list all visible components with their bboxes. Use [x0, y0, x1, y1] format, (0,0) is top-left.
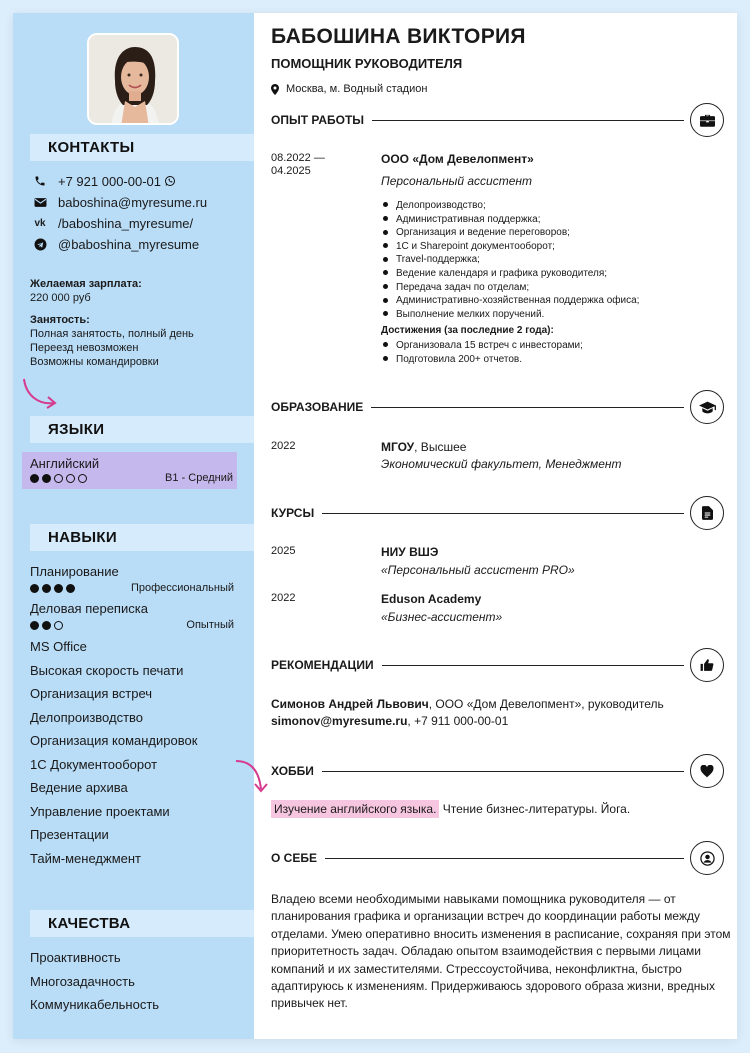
telegram-row[interactable] [32, 236, 199, 252]
telegram-icon [32, 236, 48, 252]
employment-line: Полная занятость, полный день [30, 328, 194, 340]
employment-line: Возможны командировки [30, 356, 159, 368]
salary-block [30, 277, 142, 305]
skill-name: Деловая переписка [30, 601, 148, 616]
email-row[interactable] [32, 194, 207, 210]
qualities-heading: КАЧЕСТВА [30, 910, 254, 937]
school-name: МГОУ [381, 440, 415, 454]
telegram-text: @baboshina_myresume [58, 236, 200, 252]
phone-text: +7 921 000-00-01 [58, 173, 162, 189]
duty-item: Административно-хозяйственная поддержка офиса; [381, 294, 639, 308]
section-title: ОПЫТ РАБОТЫ [271, 113, 365, 127]
resume-page [13, 13, 737, 1039]
language-item [22, 452, 237, 489]
language-dots [30, 474, 87, 483]
hobby-section-header [271, 753, 724, 789]
main-content [254, 13, 737, 1039]
course-org: НИУ ВШЭ [381, 545, 439, 559]
salary-label: Желаемая зарплата: [30, 278, 142, 290]
hobby-text [271, 801, 721, 818]
skill-item: Организация командировок [30, 733, 198, 748]
section-title: ХОББИ [271, 764, 314, 778]
location-text: Москва, м. Водный стадион [286, 83, 428, 95]
salary-value: 220 000 руб [30, 292, 91, 304]
duty-item: Travel-поддержка; [381, 253, 639, 267]
education-section-header [271, 389, 724, 425]
course-year: 2022 [271, 592, 296, 604]
skill-item: Организация встреч [30, 686, 153, 701]
skill-item: Делопроизводство [30, 710, 144, 725]
arrow-icon [20, 375, 60, 411]
skill-name: Планирование [30, 564, 119, 579]
location-pin-icon [271, 84, 279, 95]
graduation-cap-icon [690, 390, 724, 424]
duty-item: Ведение календаря и графика руководителя; [381, 267, 639, 281]
sidebar [13, 13, 254, 1039]
vk-text: /baboshina_myresume/ [58, 215, 194, 231]
achievements-title: Достижения (за последние 2 года): [381, 325, 554, 336]
company-name: ООО «Дом Девелопмент» [381, 152, 534, 166]
section-title: О СЕБЕ [271, 851, 317, 865]
hobby-rest: Чтение бизнес-литературы. Йога. [439, 802, 631, 816]
vk-row[interactable] [32, 215, 193, 231]
education-school-line [381, 440, 466, 454]
course-name: «Персональный ассистент PRO» [381, 563, 575, 577]
thumbs-up-icon [690, 648, 724, 682]
course-org: Eduson Academy [381, 592, 482, 606]
education-year: 2022 [271, 440, 296, 452]
courses-section-header [271, 495, 724, 531]
skill-item: MS Office [30, 639, 87, 654]
skills-heading: НАВЫКИ [30, 524, 254, 551]
language-name: Английский [30, 456, 100, 471]
employment-block [30, 313, 194, 369]
employment-line: Переезд невозможен [30, 342, 139, 354]
language-level: B1 - Средний [165, 472, 233, 484]
email-text: baboshina@myresume.ru [58, 194, 208, 210]
duties-list [381, 199, 639, 321]
skill-level: Профессиональный [130, 582, 234, 594]
skill-item: Ведение архива [30, 780, 128, 795]
languages-heading: ЯЗЫКИ [30, 416, 254, 443]
profile-photo [87, 33, 179, 125]
candidate-name: БАБОШИНА ВИКТОРИЯ [271, 25, 526, 48]
hobby-highlight: Изучение английского языка. [271, 800, 439, 818]
location [271, 83, 427, 95]
whatsapp-icon [164, 175, 176, 187]
date-start: 08.2022 — [271, 152, 325, 164]
about-section-header [271, 840, 724, 876]
duty-item: Передача задач по отделам; [381, 281, 639, 295]
vk-icon: vk [34, 217, 46, 229]
quality-item: Коммуникабельность [30, 997, 160, 1012]
section-title: КУРСЫ [271, 506, 315, 520]
quality-item: Проактивность [30, 950, 121, 965]
skill-rated [30, 564, 234, 594]
document-icon [690, 496, 724, 530]
candidate-role: ПОМОЩНИК РУКОВОДИТЕЛЯ [271, 56, 463, 71]
skill-item: Презентации [30, 827, 109, 842]
duty-item: Организация и ведение переговоров; [381, 226, 639, 240]
date-end: 04.2025 [271, 165, 311, 177]
recommender-details: , ООО «Дом Девелопмент», руководитель [428, 697, 664, 711]
faculty: Экономический факультет, Менеджмент [381, 457, 622, 471]
achievement-item: Организовала 15 встреч с инвесторами; [381, 339, 583, 353]
experience-date [271, 152, 325, 178]
position-title: Персональный ассистент [381, 174, 532, 188]
section-title: ОБРАЗОВАНИЕ [271, 400, 364, 414]
section-title: РЕКОМЕНДАЦИИ [271, 658, 374, 672]
recommendations-section-header [271, 647, 724, 683]
skill-item: Тайм-менеджмент [30, 851, 141, 866]
envelope-icon [32, 194, 48, 210]
phone-icon [32, 173, 48, 189]
briefcase-icon [690, 103, 724, 137]
course-year: 2025 [271, 545, 296, 557]
duty-item: Административная поддержка; [381, 213, 639, 227]
duty-item: 1С и Sharepoint документооборот; [381, 240, 639, 254]
recommender-name: Симонов Андрей Львович [271, 697, 429, 711]
achievement-item: Подготовила 200+ отчетов. [381, 353, 583, 367]
duty-item: Выполнение мелких поручений. [381, 308, 639, 322]
contacts-heading: КОНТАКТЫ [30, 134, 254, 161]
skill-dots [30, 621, 63, 630]
skill-dots [30, 584, 75, 593]
recommendation-text [271, 696, 731, 731]
heart-icon [690, 754, 724, 788]
recommender-phone: , +7 911 000-00-01 [407, 714, 509, 729]
duty-item: Делопроизводство; [381, 199, 639, 213]
recommender-email[interactable]: simonov@myresume.ru [271, 714, 408, 729]
about-text: Владею всеми необходимыми навыками помощника руководителя — от планирования графика и организации встреч до координации работы между отделами. Умею оперативно вносить изменения в расписание, сохраняя при этом приоритетность задач. Обладаю опытом взаимодействия с первыми лицами компаний и их заместителями. Стрессоустойчива, неконфликтна, быстро адаптируюсь к изменениям. Придерживаюсь здорового образа жизни, вредных привычек нет. [271, 892, 731, 1011]
skill-rated [30, 601, 234, 631]
achievements-list [381, 339, 583, 366]
course-name: «Бизнес-ассистент» [381, 610, 503, 624]
employment-label: Занятость: [30, 314, 90, 326]
skill-item: Высокая скорость печати [30, 663, 184, 678]
skill-item: Управление проектами [30, 804, 170, 819]
user-icon [690, 841, 724, 875]
degree: , Высшее [414, 440, 467, 454]
quality-item: Многозадачность [30, 974, 135, 989]
skill-item: 1С Документооборот [30, 757, 158, 772]
phone-row[interactable] [32, 173, 176, 189]
experience-section-header [271, 102, 724, 138]
skill-level: Опытный [186, 619, 234, 631]
